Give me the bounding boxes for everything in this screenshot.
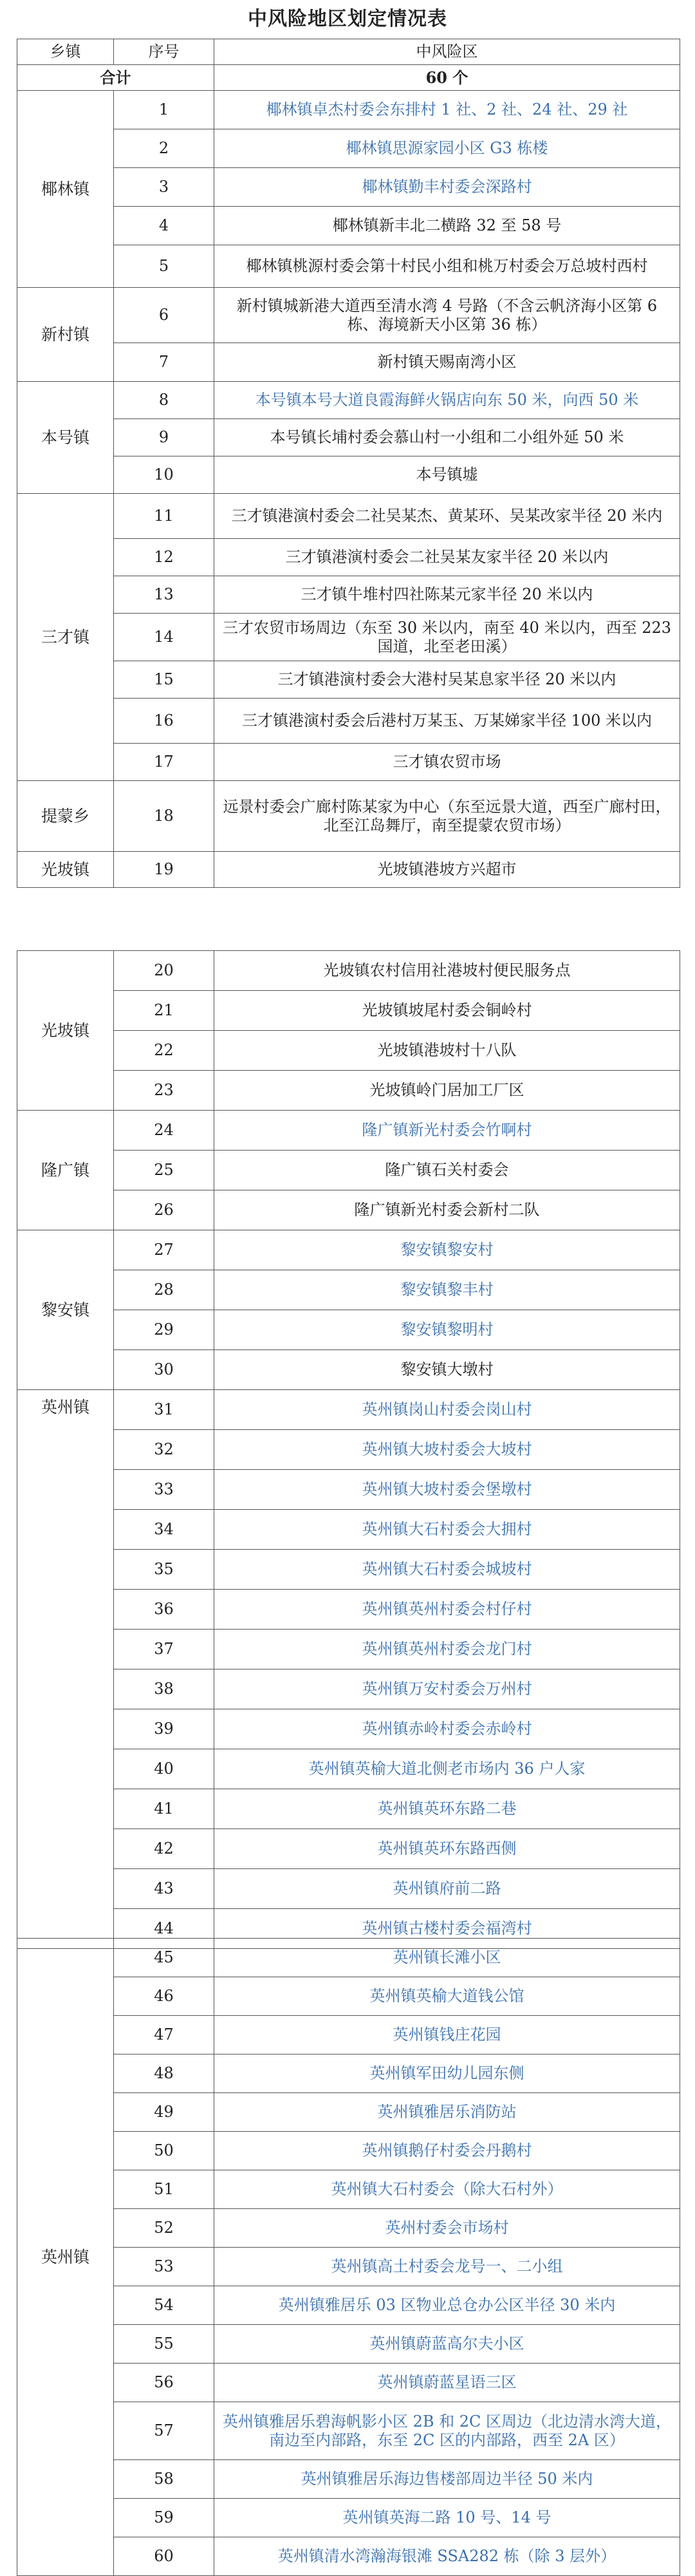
row-area: 三才镇港演村委会后港村万某玉、万某娣家半径 100 米以内	[214, 699, 680, 744]
row-no: 38	[114, 1669, 214, 1709]
row-no: 57	[114, 2402, 214, 2460]
row-no: 30	[114, 1350, 214, 1390]
row-no: 36	[114, 1590, 214, 1630]
row-area: 英州镇英州村委会村仔村	[214, 1590, 680, 1630]
row-no: 1	[114, 91, 214, 129]
row-area: 英州镇英州村委会龙门村	[214, 1630, 680, 1669]
row-no: 45	[114, 1939, 214, 1977]
row-no: 23	[114, 1071, 214, 1111]
row-area: 英州镇古楼村委会福湾村	[214, 1909, 680, 1949]
row-area: 英州镇万安村委会万州村	[214, 1669, 680, 1709]
row-no: 35	[114, 1550, 214, 1590]
row-no: 53	[114, 2248, 214, 2286]
header-area: 中风险区	[214, 39, 680, 65]
town-sancai: 三才镇	[17, 494, 114, 781]
row-area: 英州镇军田幼儿园东侧	[214, 2054, 680, 2093]
row-area: 本号镇长埔村委会慕山村一小组和二小组外延 50 米	[214, 419, 680, 456]
row-no: 8	[114, 382, 214, 419]
row-no: 13	[114, 576, 214, 614]
row-no: 39	[114, 1709, 214, 1749]
row-no: 10	[114, 456, 214, 494]
row-no: 20	[114, 951, 214, 991]
row-no: 56	[114, 2364, 214, 2402]
row-no: 22	[114, 1031, 214, 1071]
row-no: 59	[114, 2499, 214, 2537]
row-no: 46	[114, 1977, 214, 2016]
row-no: 15	[114, 661, 214, 699]
row-area: 英州镇钱庄花园	[214, 2016, 680, 2054]
row-area: 英州镇英榆大道北侧老市场内 36 户人家	[214, 1749, 680, 1789]
row-no: 32	[114, 1430, 214, 1470]
row-no: 11	[114, 494, 214, 539]
row-area: 英州镇英海二路 10 号、14 号	[214, 2499, 680, 2537]
row-area: 英州镇高土村委会龙号一、二小组	[214, 2248, 680, 2286]
row-area: 英州镇岗山村委会岗山村	[214, 1390, 680, 1430]
row-no: 60	[114, 2537, 214, 2576]
row-no: 58	[114, 2460, 214, 2499]
row-no: 5	[114, 245, 214, 288]
row-no: 37	[114, 1630, 214, 1669]
row-area: 英州镇雅居乐海边售楼部周边半径 50 米内	[214, 2460, 680, 2499]
row-area: 新村镇城新港大道西至清水湾 4 号路（不含云帆济海小区第 6 栋、海境新天小区第 36 栋）	[214, 288, 680, 343]
row-area: 英州镇蔚蓝星语三区	[214, 2364, 680, 2402]
row-area: 英州镇雅居乐碧海帆影小区 2B 和 2C 区周边（北边清水湾大道，南边至内部路，东至 2C 区的内部路，西至 2A 区）	[214, 2402, 680, 2460]
row-area: 光坡镇港坡方兴超市	[214, 852, 680, 888]
row-no: 7	[114, 343, 214, 382]
row-no: 44	[114, 1909, 214, 1949]
row-no: 33	[114, 1470, 214, 1510]
row-area: 光坡镇坡尾村委会铜岭村	[214, 991, 680, 1031]
row-area: 英州镇英环东路二巷	[214, 1789, 680, 1829]
row-area: 三才镇港演村委会大港村吴某息家半径 20 米以内	[214, 661, 680, 699]
row-area: 英州镇大石村委会大拥村	[214, 1510, 680, 1550]
page-title: 中风险地区划定情况表	[248, 8, 447, 30]
row-no: 31	[114, 1390, 214, 1430]
row-no: 48	[114, 2054, 214, 2093]
row-no: 18	[114, 781, 214, 852]
row-no: 24	[114, 1111, 214, 1151]
row-area: 英州镇长滩小区	[214, 1939, 680, 1977]
row-area: 椰林镇勤丰村委会深路村	[214, 168, 680, 207]
row-area: 英州镇英环东路西侧	[214, 1829, 680, 1869]
town-guangpo: 光坡镇	[17, 951, 114, 1111]
row-no: 19	[114, 852, 214, 888]
row-area: 英州镇大石村委会城坡村	[214, 1550, 680, 1590]
town-timeng: 提蒙乡	[17, 781, 114, 852]
header-town: 乡镇	[17, 39, 114, 65]
row-area: 本号镇墟	[214, 456, 680, 494]
row-area: 光坡镇农村信用社港坡村便民服务点	[214, 951, 680, 991]
town-yingzhou: 英州镇	[17, 1390, 114, 1949]
row-area: 英州镇赤岭村委会赤岭村	[214, 1709, 680, 1749]
total-label: 合计	[17, 65, 214, 91]
row-area: 英州镇蔚蓝高尔夫小区	[214, 2325, 680, 2364]
row-no: 52	[114, 2209, 214, 2248]
row-area: 新村镇天赐南湾小区	[214, 343, 680, 382]
row-no: 2	[114, 129, 214, 168]
row-area: 隆广镇新光村委会新村二队	[214, 1190, 680, 1230]
town-yelin: 椰林镇	[17, 91, 114, 288]
row-area: 三才镇牛堆村四社陈某元家半径 20 米以内	[214, 576, 680, 614]
row-area: 本号镇本号大道良霞海鲜火锅店向东 50 米，向西 50 米	[214, 382, 680, 419]
row-area: 三才镇港演村委会二社吴某杰、黄某环、吴某改家半径 20 米内	[214, 494, 680, 539]
row-area: 远景村委会广廊村陈某家为中心（东至远景大道，西至广廊村田，北至江岛舞厅，南至提蒙农贸市场）	[214, 781, 680, 852]
town-xincun: 新村镇	[17, 288, 114, 382]
row-area: 椰林镇新丰北二横路 32 至 58 号	[214, 207, 680, 245]
row-no: 4	[114, 207, 214, 245]
risk-table-part-2	[17, 950, 680, 1949]
row-no: 50	[114, 2132, 214, 2170]
row-no: 55	[114, 2325, 214, 2364]
row-area: 英州镇鹅仔村委会丹鹅村	[214, 2132, 680, 2170]
row-no: 3	[114, 168, 214, 207]
town-yingzhou: 英州镇	[17, 1939, 114, 2576]
row-no: 40	[114, 1749, 214, 1789]
row-no: 6	[114, 288, 214, 343]
row-area: 隆广镇新光村委会竹啊村	[214, 1111, 680, 1151]
row-no: 14	[114, 614, 214, 661]
row-area: 英州镇府前二路	[214, 1869, 680, 1909]
town-benhao: 本号镇	[17, 382, 114, 494]
row-no: 29	[114, 1310, 214, 1350]
row-no: 21	[114, 991, 214, 1031]
row-area: 英州镇清水湾瀚海银滩 SSA282 栋（除 3 层外）	[214, 2537, 680, 2576]
row-no: 9	[114, 419, 214, 456]
row-no: 26	[114, 1190, 214, 1230]
risk-table-part-1	[17, 39, 680, 888]
row-no: 54	[114, 2286, 214, 2325]
row-area: 黎安镇黎安村	[214, 1230, 680, 1270]
row-area: 英州镇雅居乐消防站	[214, 2093, 680, 2132]
row-area: 英州镇大坡村委会大坡村	[214, 1430, 680, 1470]
row-area: 英州镇英榆大道钱公馆	[214, 1977, 680, 2016]
row-area: 三才镇农贸市场	[214, 744, 680, 781]
total-value: 60 个	[214, 65, 680, 91]
row-no: 42	[114, 1829, 214, 1869]
row-area: 椰林镇思源家园小区 G3 栋楼	[214, 129, 680, 168]
row-area: 椰林镇桃源村委会第十村民小组和桃万村委会万总坡村西村	[214, 245, 680, 288]
town-longguang: 隆广镇	[17, 1111, 114, 1230]
row-area: 三才农贸市场周边（东至 30 米以内，南至 40 米以内，西至 223 国道，北至老田溪）	[214, 614, 680, 661]
risk-table-part-3	[17, 1938, 680, 2576]
row-no: 43	[114, 1869, 214, 1909]
row-area: 英州镇雅居乐 03 区物业总仓办公区半径 30 米内	[214, 2286, 680, 2325]
row-no: 41	[114, 1789, 214, 1829]
row-area: 黎安镇黎丰村	[214, 1270, 680, 1310]
row-no: 17	[114, 744, 214, 781]
row-area: 三才镇港演村委会二社吴某友家半径 20 米以内	[214, 539, 680, 576]
town-li-an: 黎安镇	[17, 1230, 114, 1390]
row-no: 12	[114, 539, 214, 576]
row-area: 英州镇大坡村委会堡墩村	[214, 1470, 680, 1510]
row-no: 25	[114, 1151, 214, 1190]
row-area: 英州村委会市场村	[214, 2209, 680, 2248]
row-no: 49	[114, 2093, 214, 2132]
row-area: 隆广镇石关村委会	[214, 1151, 680, 1190]
row-no: 28	[114, 1270, 214, 1310]
row-no: 51	[114, 2170, 214, 2209]
header-seq: 序号	[114, 39, 214, 65]
row-no: 47	[114, 2016, 214, 2054]
row-area: 光坡镇岭门居加工厂区	[214, 1071, 680, 1111]
town-guangpo: 光坡镇	[17, 852, 114, 888]
row-no: 16	[114, 699, 214, 744]
row-no: 34	[114, 1510, 214, 1550]
row-area: 英州镇大石村委会（除大石村外）	[214, 2170, 680, 2209]
row-area: 黎安镇黎明村	[214, 1310, 680, 1350]
row-no: 27	[114, 1230, 214, 1270]
row-area: 椰林镇卓杰村委会东排村 1 社、2 社、24 社、29 社	[214, 91, 680, 129]
row-area: 光坡镇港坡村十八队	[214, 1031, 680, 1071]
row-area: 黎安镇大墩村	[214, 1350, 680, 1390]
